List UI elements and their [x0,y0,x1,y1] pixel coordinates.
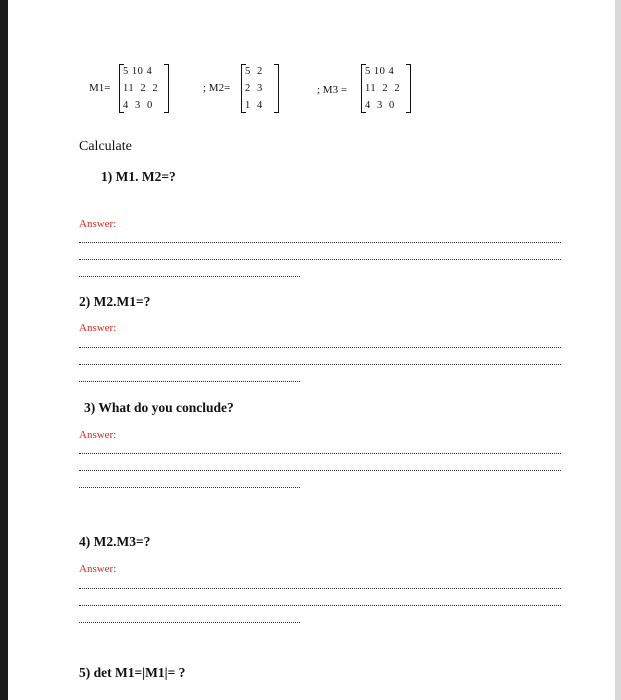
answer-label-2: Answer: [79,322,117,334]
matrix-m2 [241,63,279,114]
question-1: 1) M1. M2=? [101,169,176,184]
m3-label: ; M3 = [317,84,348,96]
answer-label-4: Answer: [79,563,117,575]
answer-line [79,487,300,488]
answer-label-1: Answer: [79,218,117,230]
question-5: 5) det M1=|M1|= ? [79,665,186,680]
answer-label-3: Answer: [79,429,117,441]
answer-line [79,453,561,454]
m2-label: ; M2= [203,82,231,94]
question-4: 4) M2.M3=? [79,534,151,549]
window-edge-left [0,0,8,700]
m1-label: M1= [89,82,111,94]
matrix-m2-row-1: 5 2 [245,66,263,77]
answer-line [79,242,561,243]
answer-line [79,259,561,260]
matrix-m1-row-2: 11 2 2 [123,83,159,94]
answer-line [79,381,300,382]
matrix-m2-row-3: 1 4 [245,100,263,111]
matrix-m1-row-3: 4 3 0 [123,100,153,111]
matrix-m3-row-3: 4 3 0 [365,100,395,111]
question-3: 3) What do you conclude? [84,400,234,415]
answer-line [79,588,561,589]
matrix-m1-row-1: 5 10 4 [123,66,153,77]
matrix-m3 [361,63,411,114]
matrix-m1 [119,63,169,114]
answer-line [79,605,561,606]
answer-line [79,622,300,623]
question-2: 2) M2.M1=? [79,294,151,309]
matrix-m2-row-2: 2 3 [245,83,263,94]
calculate-heading: Calculate [79,139,132,154]
window-edge-right [615,0,621,700]
answer-line [79,347,561,348]
matrix-m3-row-1: 5 10 4 [365,66,395,77]
answer-line [79,470,561,471]
matrix-m3-row-2: 11 2 2 [365,83,401,94]
answer-line [79,276,300,277]
answer-line [79,364,561,365]
